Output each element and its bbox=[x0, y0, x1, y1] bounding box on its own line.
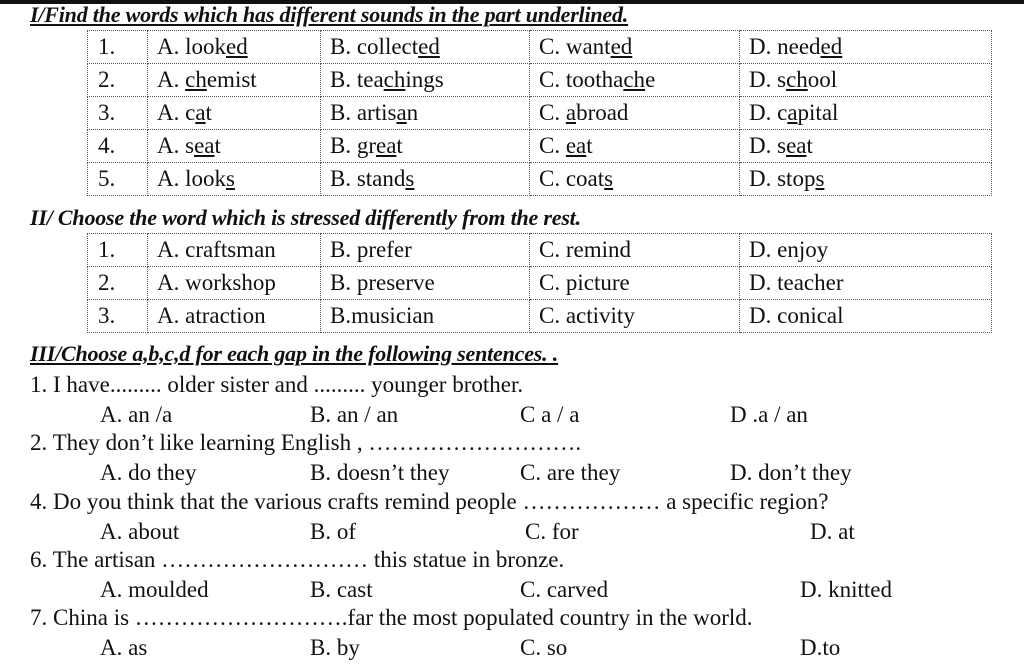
option-text: C. tootha bbox=[539, 67, 624, 92]
option-text-rest: ings bbox=[405, 67, 444, 92]
option-cell-b: B. prefer bbox=[321, 234, 530, 267]
row-number: 5. bbox=[88, 163, 148, 196]
option-text-rest: ool bbox=[807, 67, 838, 92]
option-text-rest: n bbox=[406, 100, 419, 125]
option-text-rest: emist bbox=[206, 67, 257, 92]
option-text: D. c bbox=[749, 100, 788, 125]
question-text: 4. Do you think that the various crafts remind people ……………… a specific region? bbox=[30, 489, 829, 514]
option-cell-a bbox=[148, 97, 321, 130]
underlined-part: ed bbox=[610, 34, 633, 59]
underlined-part: ea bbox=[565, 133, 587, 158]
underlined-part: a bbox=[787, 100, 798, 125]
option-cell-b bbox=[321, 31, 530, 64]
option-cell-c bbox=[530, 97, 740, 130]
table-row bbox=[88, 267, 992, 300]
table-row bbox=[88, 64, 992, 97]
row-number: 3. bbox=[88, 300, 148, 333]
option-text: A. c bbox=[157, 100, 196, 125]
option-cell-b bbox=[321, 97, 530, 130]
option-cell-b: B.musician bbox=[321, 300, 530, 333]
option-cell-c bbox=[530, 64, 740, 97]
option-cell-d bbox=[740, 97, 992, 130]
option-cell-a bbox=[148, 130, 321, 163]
answer-option: A. as bbox=[100, 635, 148, 660]
answer-option: D. knitted bbox=[800, 577, 892, 602]
option-cell-a bbox=[148, 31, 321, 64]
option-cell-c bbox=[530, 163, 740, 196]
option-text: A. s bbox=[157, 133, 195, 158]
option-cell-c: C. remind bbox=[530, 234, 740, 267]
answer-option: B. an / an bbox=[310, 402, 399, 427]
section1-table bbox=[87, 30, 992, 196]
underlined-part: a bbox=[396, 100, 407, 125]
option-cell-d bbox=[740, 64, 992, 97]
option-text: B. tea bbox=[330, 67, 384, 92]
answer-option: B. doesn’t they bbox=[310, 460, 450, 485]
answer-option: A. about bbox=[100, 519, 180, 544]
question-text: 2. They don’t like learning English , ………………………. bbox=[30, 430, 582, 455]
answer-option: B. by bbox=[310, 635, 360, 660]
option-text: D. need bbox=[749, 34, 821, 59]
option-text: B. stand bbox=[330, 166, 406, 191]
section2-table bbox=[87, 233, 992, 333]
option-cell-a: A. atraction bbox=[148, 300, 321, 333]
option-text-rest: t bbox=[205, 100, 212, 125]
row-number: 2. bbox=[88, 64, 148, 97]
table-row bbox=[88, 300, 992, 333]
underlined-part: a bbox=[565, 100, 577, 125]
table-row bbox=[88, 97, 992, 130]
option-text: C. want bbox=[539, 34, 611, 59]
underlined-part: ea bbox=[786, 133, 807, 158]
row-number: 3. bbox=[88, 97, 148, 130]
underlined-part: s bbox=[815, 166, 825, 191]
answer-option: D. at bbox=[810, 519, 855, 544]
table-row bbox=[88, 31, 992, 64]
underlined-part: ch bbox=[383, 67, 406, 92]
option-text: B. gr bbox=[330, 133, 376, 158]
option-text: D. stop bbox=[749, 166, 816, 191]
row-number: 4. bbox=[88, 130, 148, 163]
answer-option: A. moulded bbox=[100, 577, 209, 602]
row-number: 2. bbox=[88, 267, 148, 300]
underlined-part: s bbox=[405, 166, 415, 191]
underlined-part: a bbox=[195, 100, 206, 125]
option-text-rest: t bbox=[586, 133, 593, 158]
option-text: C. bbox=[539, 133, 566, 158]
option-cell-c bbox=[530, 130, 740, 163]
option-cell-b: B. preserve bbox=[321, 267, 530, 300]
underlined-part: ea bbox=[376, 133, 397, 158]
section1-title: I/Find the words which has different sounds in the part underlined. bbox=[30, 2, 629, 27]
option-cell-b bbox=[321, 64, 530, 97]
option-cell-d bbox=[740, 31, 992, 64]
underlined-part: ch bbox=[623, 67, 646, 92]
option-text: A. look bbox=[157, 34, 226, 59]
option-text-rest: t bbox=[214, 133, 221, 158]
option-cell-b bbox=[321, 130, 530, 163]
answer-option: C. for bbox=[525, 519, 579, 544]
question-text: 1. I have......... older sister and ......... younger brother. bbox=[30, 372, 524, 397]
section3-title: III/Choose a,b,c,d for each gap in the following sentences. . bbox=[30, 341, 559, 366]
underlined-part: ed bbox=[418, 34, 440, 59]
answer-option: B. of bbox=[310, 519, 356, 544]
option-text-rest: e bbox=[645, 67, 656, 92]
option-text: B. collect bbox=[330, 34, 419, 59]
option-cell-c: C. picture bbox=[530, 267, 740, 300]
underlined-part: ch bbox=[185, 67, 207, 92]
option-cell-a bbox=[148, 64, 321, 97]
option-text-rest: pital bbox=[797, 100, 839, 125]
question-text: 6. The artisan ……………………… this statue in bronze. bbox=[30, 547, 565, 572]
option-text: D. s bbox=[749, 133, 787, 158]
answer-option: D .a / an bbox=[730, 402, 808, 427]
option-text-rest: t bbox=[806, 133, 813, 158]
underlined-part: ed bbox=[820, 34, 843, 59]
option-text-rest: t bbox=[396, 133, 403, 158]
table-row bbox=[88, 130, 992, 163]
option-text: B. artis bbox=[330, 100, 397, 125]
answer-option: C. so bbox=[520, 635, 568, 660]
option-cell-d: D. enjoy bbox=[740, 234, 992, 267]
underlined-part: s bbox=[226, 166, 235, 191]
option-text: A. bbox=[157, 67, 186, 92]
option-cell-d: D. teacher bbox=[740, 267, 992, 300]
option-text: A. look bbox=[157, 166, 226, 191]
option-cell-d bbox=[740, 130, 992, 163]
option-cell-b bbox=[321, 163, 530, 196]
section2-title: II/ Choose the word which is stressed differently from the rest. bbox=[30, 205, 581, 230]
option-text: D. s bbox=[749, 67, 787, 92]
answer-option: C. carved bbox=[520, 577, 609, 602]
question-text: 7. China is ……………………….far the most populated country in the world. bbox=[30, 605, 753, 630]
option-cell-c: C. activity bbox=[530, 300, 740, 333]
underlined-part: ed bbox=[226, 34, 248, 59]
option-cell-a: A. workshop bbox=[148, 267, 321, 300]
answer-option: C. are they bbox=[520, 460, 621, 485]
row-number: 1. bbox=[88, 31, 148, 64]
option-cell-c bbox=[530, 31, 740, 64]
answer-option: C a / a bbox=[520, 402, 580, 427]
row-number: 1. bbox=[88, 234, 148, 267]
option-text: C. coat bbox=[539, 166, 605, 191]
answer-option: A. do they bbox=[100, 460, 197, 485]
option-text-rest: broad bbox=[576, 100, 629, 125]
table-row bbox=[88, 163, 992, 196]
option-cell-d bbox=[740, 163, 992, 196]
underlined-part: s bbox=[604, 166, 614, 191]
option-text: C. bbox=[539, 100, 566, 125]
answer-option: A. an /a bbox=[100, 402, 173, 427]
option-cell-a: A. craftsman bbox=[148, 234, 321, 267]
answer-option: D.to bbox=[800, 635, 841, 660]
underlined-part: ch bbox=[786, 67, 808, 92]
answer-option: B. cast bbox=[310, 577, 373, 602]
table-row bbox=[88, 234, 992, 267]
option-cell-d: D. conical bbox=[740, 300, 992, 333]
option-cell-a bbox=[148, 163, 321, 196]
answer-option: D. don’t they bbox=[730, 460, 852, 485]
underlined-part: ea bbox=[194, 133, 215, 158]
